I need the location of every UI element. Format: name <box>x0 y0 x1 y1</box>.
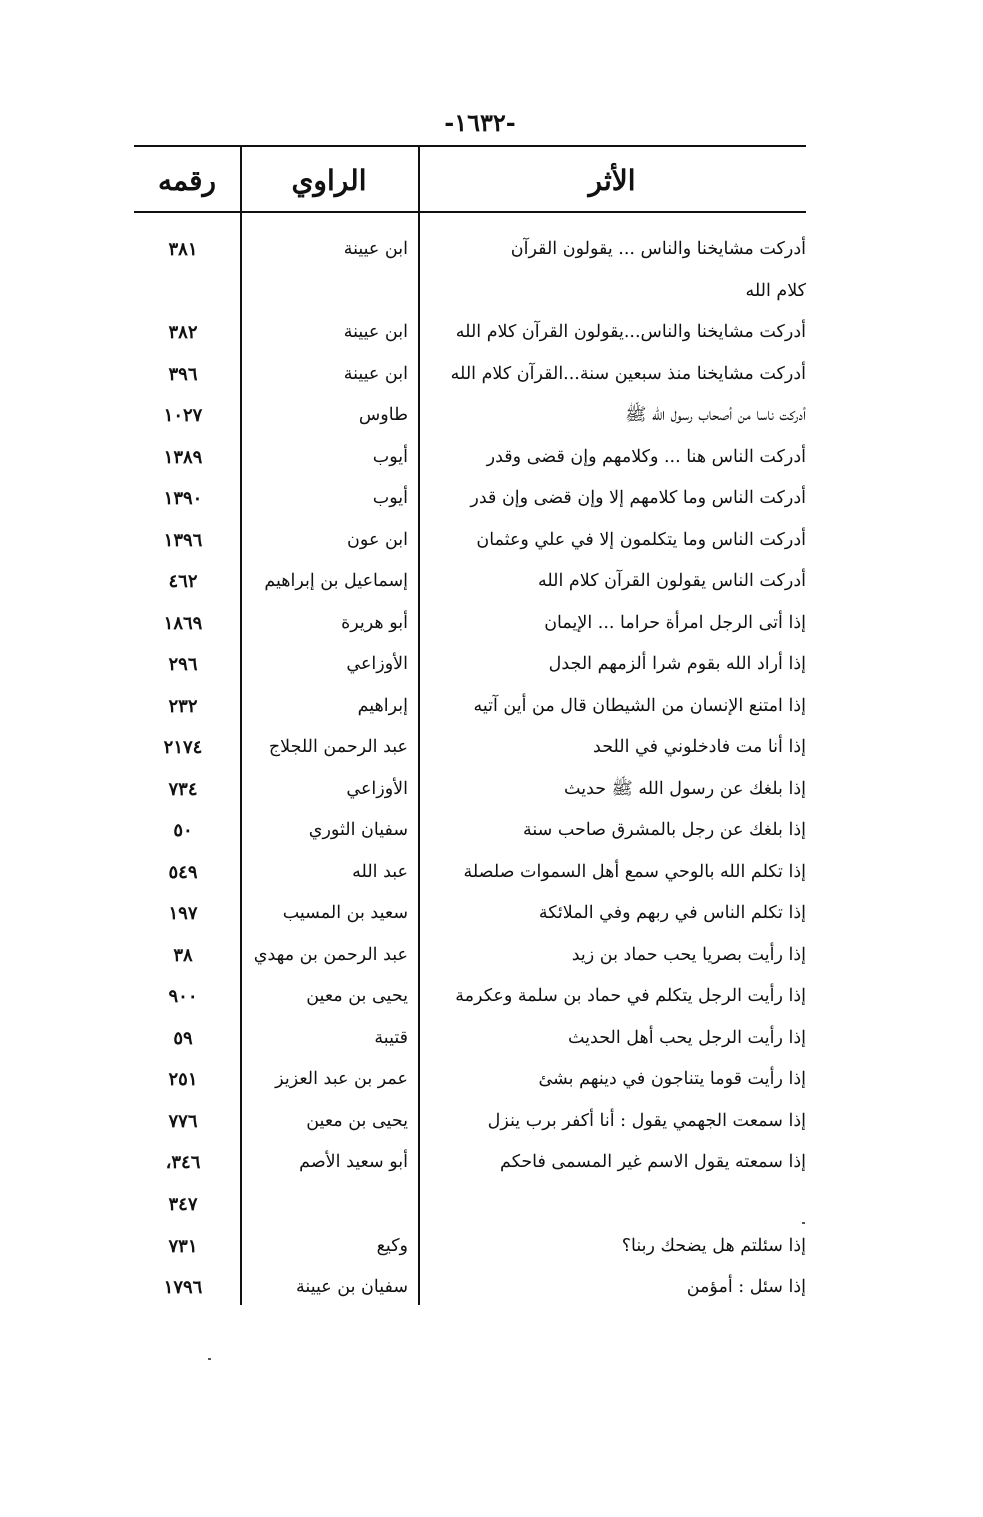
row-athar-text: إذا أتى الرجل امرأة حراما ... الإيمان <box>544 612 806 633</box>
row-number: ١٣٨٩ <box>163 446 203 468</box>
row-athar-text: أدركت الناس يقولون القرآن كلام الله <box>538 571 806 591</box>
row-number: ٣٩٦ <box>168 363 198 385</box>
row-number: ٣٤٧ <box>168 1193 198 1215</box>
row-number: ١٠٢٧ <box>163 405 203 426</box>
row-athar-text: إذا تكلم الناس في ربهم وفي الملائكة <box>538 903 806 923</box>
table-row <box>134 312 806 354</box>
row-number: ٢٥١ <box>168 1069 198 1090</box>
row-athar-text: إذا رأيت الرجل يتكلم في حماد بن سلمة وعكرمة <box>455 986 806 1006</box>
row-number: ٥٤٩ <box>168 861 198 883</box>
row-narrator: سفيان بن عيينة <box>296 1277 408 1297</box>
table-top-rule <box>134 145 806 147</box>
row-athar-text: إذا رأيت قوما يتناجون في دينهم بشئ <box>538 1069 806 1089</box>
row-narrator: عبد الله <box>352 861 408 882</box>
row-narrator: أبو هريرة <box>341 612 408 633</box>
row-narrator: إبراهيم <box>357 695 408 716</box>
row-athar-text: إذا سئل : أمؤمن <box>686 1277 806 1297</box>
table-body <box>134 229 806 1309</box>
table-row <box>134 1142 806 1184</box>
row-number: ٣٤٦، <box>165 1152 201 1173</box>
row-narrator: أيوب <box>372 446 408 467</box>
table-row <box>134 520 806 562</box>
row-number: ٥٠ <box>173 820 193 841</box>
row-narrator: ابن عيينة <box>343 239 408 259</box>
row-narrator: قتيبة <box>374 1027 408 1048</box>
row-athar-text: كلام الله <box>745 280 806 301</box>
row-narrator: ابن عون <box>347 529 408 550</box>
row-narrator: عمر بن عبد العزيز <box>275 1069 408 1089</box>
row-athar-text: إذا سمعت الجهمي يقول : أنا أكفر برب ينزل <box>487 1110 806 1131</box>
stray-mark <box>208 1358 211 1360</box>
row-athar-text: إذا سئلتم هل يضحك ربنا؟ <box>621 1235 806 1256</box>
table-row <box>134 1101 806 1143</box>
row-athar-text: أدركت مشايخنا والناس...يقولون القرآن كلام الله <box>455 322 806 342</box>
table-row <box>134 1184 806 1226</box>
table-row <box>134 810 806 852</box>
header-narrator: الراوي <box>291 164 367 197</box>
table-row <box>134 1018 806 1060</box>
table-row <box>134 478 806 520</box>
row-athar-text: إذا أنا مت فادخلوني في اللحد <box>593 737 806 757</box>
index-table <box>134 145 806 1305</box>
row-narrator: سفيان الثوري <box>308 820 408 840</box>
header-bottom-rule <box>134 211 806 213</box>
table-row <box>134 893 806 935</box>
row-athar-text: أدركت الناس وما يتكلمون إلا في علي وعثمان <box>476 529 806 550</box>
row-number: ٢١٧٤ <box>163 737 203 758</box>
row-number: ١٩٧ <box>168 903 198 924</box>
row-athar-text: أدركت مشايخنا والناس ... يقولون القرآن <box>510 239 806 259</box>
row-number: ٣٨ <box>173 944 193 966</box>
row-narrator: عبد الرحمن اللجلاج <box>268 737 408 757</box>
table-row <box>134 852 806 894</box>
table-row <box>134 644 806 686</box>
table-row <box>134 229 806 271</box>
table-row <box>134 395 806 437</box>
row-narrator: الأوزاعي <box>346 778 408 799</box>
table-row <box>134 976 806 1018</box>
row-narrator: وكيع <box>376 1235 408 1256</box>
row-athar-text: أدركت الناس وما كلامهم إلا وإن قضى وإن قدر <box>470 488 806 508</box>
header-athar: الأثر <box>588 164 636 197</box>
row-number: ٢٩٦ <box>168 654 198 675</box>
row-narrator: ابن عيينة <box>343 322 408 342</box>
row-number: ٧٣٤ <box>168 778 198 800</box>
table-row <box>134 727 806 769</box>
table-row <box>134 769 806 811</box>
row-number: ٧٧٦ <box>168 1110 198 1132</box>
row-athar-text: إذا بلغك عن رجل بالمشرق صاحب سنة <box>522 820 806 840</box>
stray-mark <box>802 1222 805 1224</box>
row-number: ١٣٩٦ <box>163 529 203 551</box>
row-number: ٤٦٢ <box>168 571 198 592</box>
row-narrator: أبو سعيد الأصم <box>299 1152 408 1172</box>
row-number: ٩٠٠ <box>168 986 198 1007</box>
row-narrator: عبد الرحمن بن مهدي <box>253 944 408 965</box>
row-narrator: إسماعيل بن إبراهيم <box>264 571 408 591</box>
row-athar-text: إذا رأيت الرجل يحب أهل الحديث <box>567 1027 806 1048</box>
header-number: رقمه <box>157 164 217 197</box>
table-row <box>134 1267 806 1309</box>
row-athar-text: إذا سمعته يقول الاسم غير المسمى فاحكم <box>500 1152 806 1172</box>
table-row <box>134 1226 806 1268</box>
row-narrator: ابن عيينة <box>343 363 408 384</box>
row-number: ١٣٩٠ <box>163 488 203 509</box>
row-athar-text: أدركت ناسا من أصحاب رسول الله ﷺ <box>625 405 806 425</box>
row-number: ٥٩ <box>173 1027 193 1049</box>
row-athar-text: أدركت الناس هنا ... وكلامهم وإن قضى وقدر <box>486 446 806 467</box>
row-narrator: يحيى بن معين <box>306 986 408 1006</box>
row-narrator: يحيى بن معين <box>306 1110 408 1131</box>
row-number: ٢٣٢ <box>168 695 198 717</box>
page-number: -١٦٣٢- <box>444 108 516 137</box>
row-athar-text: إذا أراد الله بقوم شرا ألزمهم الجدل <box>548 654 806 674</box>
row-narrator: طاوس <box>358 405 408 425</box>
row-number: ١٨٦٩ <box>163 612 203 634</box>
table-row <box>134 603 806 645</box>
row-number: ٣٨٢ <box>168 322 198 343</box>
table-row <box>134 1059 806 1101</box>
row-athar-text: إذا بلغك عن رسول الله ﷺ حديث <box>564 778 806 799</box>
table-row <box>134 686 806 728</box>
table-row <box>134 561 806 603</box>
table-row <box>134 437 806 479</box>
row-athar-text: إذا امتنع الإنسان من الشيطان قال من أين آتيه <box>473 695 806 716</box>
table-row <box>134 935 806 977</box>
table-row <box>134 354 806 396</box>
row-number: ٧٣١ <box>168 1235 198 1257</box>
row-number: ٣٨١ <box>168 239 198 260</box>
row-athar-text: إذا تكلم الله بالوحي سمع أهل السموات صلصلة <box>463 861 806 882</box>
table-row <box>134 271 806 313</box>
row-number: ١٧٩٦ <box>163 1277 203 1298</box>
row-narrator: سعيد بن المسيب <box>282 903 408 923</box>
row-narrator: الأوزاعي <box>346 654 408 674</box>
row-narrator: أيوب <box>372 488 408 508</box>
row-athar-text: أدركت مشايخنا منذ سبعين سنة...القرآن كلام الله <box>450 363 806 384</box>
row-athar-text: إذا رأيت بصريا يحب حماد بن زيد <box>571 944 806 965</box>
